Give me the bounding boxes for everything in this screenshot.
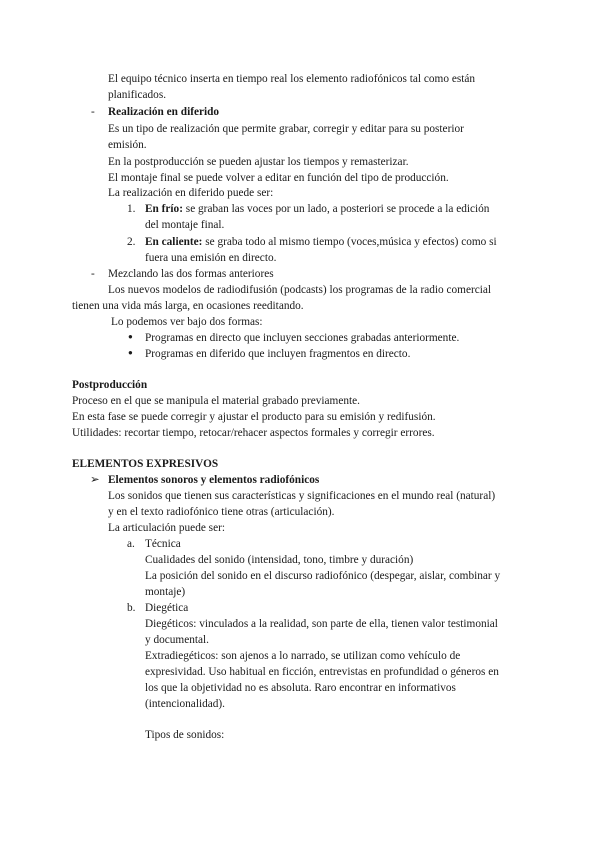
body-text: emisión. [108, 139, 147, 151]
body-text: Tipos de sonidos: [145, 729, 225, 741]
body-text: Extradiegéticos: son ajenos a lo narrado, se utilizan como vehículo de [145, 650, 461, 662]
list-item-text: fuera una emisión en directo. [145, 252, 277, 264]
arrow-bullet-icon: ➢ [90, 474, 100, 486]
body-text: (intencionalidad). [145, 698, 225, 710]
body-text: Diegéticos: vinculados a la realidad, son parte de ella, tienen valor testimonial [145, 618, 498, 630]
list-item-label: En caliente: [145, 236, 203, 248]
list-letter: b. [127, 602, 136, 614]
list-item [145, 234, 497, 251]
body-text: los que la objetividad no es absoluta. Raro encontrar en informativos [145, 682, 456, 694]
body-text: Utilidades: recortar tiempo, retocar/rehacer aspectos formales y corregir errores. [72, 427, 435, 439]
body-text: En la postproducción se pueden ajustar los tiempos y remasterizar. [108, 156, 409, 168]
list-number: 2. [127, 236, 136, 248]
body-text: y en el texto radiofónico tiene otras (articulación). [108, 506, 335, 518]
body-text: montaje) [145, 586, 186, 598]
list-item: Programas en diferido que incluyen fragmentos en directo. [145, 348, 411, 360]
body-text: En esta fase se puede corregir y ajustar el producto para su emisión y redifusión. [72, 411, 436, 423]
list-item-text: se graba todo al mismo tiempo (voces,música y efectos) como si [202, 236, 497, 248]
body-text: Cualidades del sonido (intensidad, tono, timbre y duración) [145, 554, 414, 566]
body-text: tienen una vida más larga, en ocasiones reeditando. [72, 300, 304, 312]
list-item-text: se graban las voces por un lado, a posteriori se procede a la edición [182, 203, 490, 215]
list-item-label: En frío: [145, 203, 183, 215]
body-text: El equipo técnico inserta en tiempo real los elemento radiofónicos tal como están [108, 73, 476, 85]
body-text: Proceso en el que se manipula el material grabado previamente. [72, 395, 360, 407]
section-heading: ELEMENTOS EXPRESIVOS [72, 458, 219, 470]
section-heading: Realización en diferido [108, 106, 220, 118]
list-item [145, 201, 489, 218]
list-item: Programas en directo que incluyen secciones grabadas anteriormente. [145, 332, 460, 344]
body-text: Es un tipo de realización que permite grabar, corregir y editar para su posterior [108, 123, 464, 135]
list-number: 1. [127, 203, 136, 215]
body-text: Lo podemos ver bajo dos formas: [111, 316, 263, 328]
body-text: y documental. [145, 634, 209, 646]
section-heading: Postproducción [72, 379, 148, 391]
dash-bullet: - [91, 106, 95, 118]
list-letter: a. [127, 538, 135, 550]
dash-bullet: - [91, 268, 95, 280]
body-text: La posición del sonido en el discurso radiofónico (despegar, aislar, combinar y [145, 570, 501, 582]
body-text: La articulación puede ser: [108, 522, 225, 534]
section-heading: Mezclando las dos formas anteriores [108, 268, 274, 280]
body-text: Los sonidos que tienen sus características y significaciones en el mundo real (natural) [108, 490, 496, 502]
body-text: Los nuevos modelos de radiodifusión (podcasts) los programas de la radio comercial [108, 284, 492, 296]
bullet-dot-icon: ● [128, 332, 133, 341]
body-text: planificados. [108, 89, 167, 101]
subsection-heading: Elementos sonoros y elementos radiofónicos [108, 474, 320, 486]
list-item-text: del montaje final. [145, 219, 225, 231]
bullet-dot-icon: ● [128, 348, 133, 357]
body-text: La realización en diferido puede ser: [108, 187, 274, 199]
body-text: El montaje final se puede volver a editar en función del tipo de producción. [108, 172, 449, 184]
list-item-title: Diegética [145, 602, 189, 614]
body-text: expresividad. Uso habitual en ficción, entrevistas en profundidad o géneros en [145, 666, 499, 678]
list-item-title: Técnica [145, 538, 181, 550]
